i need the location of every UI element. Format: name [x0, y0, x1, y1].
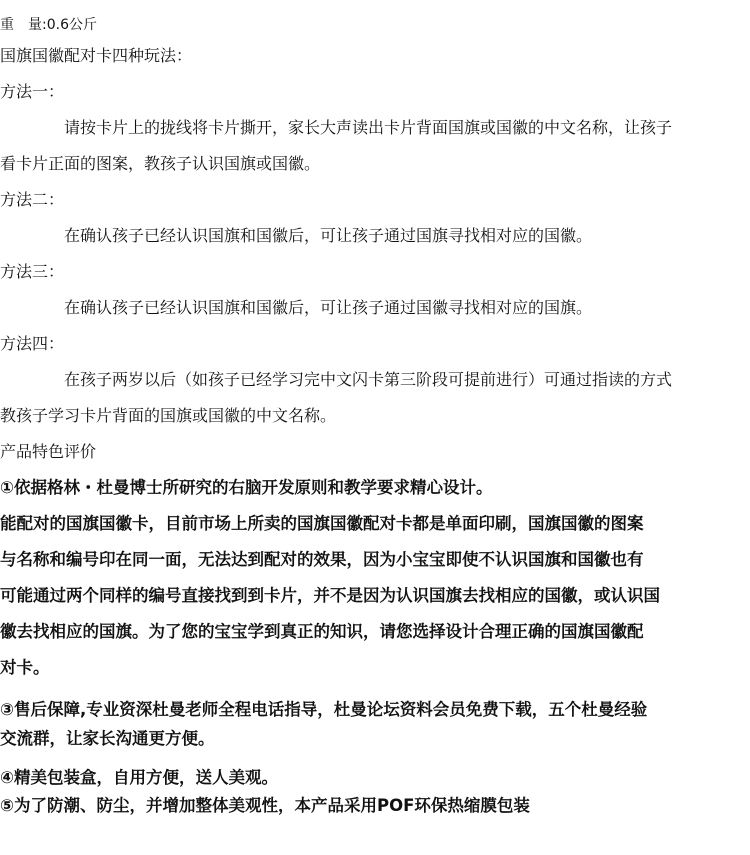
weight-line: 重 量:0.6公斤: [0, 17, 97, 33]
feature-1-line-4: 可能通过两个同样的编号直接找到到卡片，并不是因为认识国旗去找相应的国徽，或认识国: [0, 586, 660, 605]
method-2-line-1: 在确认孩子已经认识国旗和国徽后，可让孩子通过国旗寻找相对应的国徽。: [64, 226, 593, 245]
method-4-line-2: 教孩子学习卡片背面的国旗或国徽的中文名称。: [0, 406, 337, 425]
method-1-label: 方法一：: [0, 82, 65, 101]
feature-1-line-3: 与名称和编号印在同一面，无法达到配对的效果，因为小宝宝即使不认识国旗和国徽也有: [0, 550, 644, 569]
method-1-line-1: 请按卡片上的拢线将卡片撕开，家长大声读出卡片背面国旗或国徽的中文名称，让孩子: [64, 118, 673, 137]
intro-heading: 国旗国徽配对卡四种玩法：: [0, 46, 193, 65]
features-heading: 产品特色评价: [0, 442, 97, 461]
feature-1-line-5: 徽去找相应的国旗。为了您的宝宝学到真正的知识，请您选择设计合理正确的国旗国徽配: [0, 622, 644, 641]
feature-4-line-1: ④精美包装盒，自用方便，送人美观。: [0, 768, 278, 787]
method-1-line-2: 看卡片正面的图案，教孩子认识国旗或国徽。: [0, 154, 321, 173]
feature-1-line-2: 能配对的国旗国徽卡，目前市场上所卖的国旗国徽配对卡都是单面印刷，国旗国徽的图案: [0, 514, 644, 533]
feature-3-line-1: ③售后保障,专业资深杜曼老师全程电话指导，杜曼论坛资料会员免费下载，五个杜曼经验: [0, 700, 648, 719]
feature-3-line-2: 交流群，让家长沟通更方便。: [0, 729, 215, 748]
method-3-label: 方法三：: [0, 262, 65, 281]
method-4-line-1: 在孩子两岁以后（如孩子已经学习完中文闪卡第三阶段可提前进行）可通过指读的方式: [64, 370, 673, 389]
method-2-label: 方法二：: [0, 190, 65, 209]
method-3-line-1: 在确认孩子已经认识国旗和国徽后，可让孩子通过国徽寻找相对应的国旗。: [64, 298, 593, 317]
feature-1-line-1: ①依据格林・杜曼博士所研究的右脑开发原则和教学要求精心设计。: [0, 478, 493, 497]
method-4-label: 方法四：: [0, 334, 65, 353]
feature-5-line-1: ⑤为了防潮、防尘，并增加整体美观性，本产品采用POF环保热缩膜包装: [0, 796, 530, 815]
feature-1-line-6: 对卡。: [0, 658, 50, 677]
